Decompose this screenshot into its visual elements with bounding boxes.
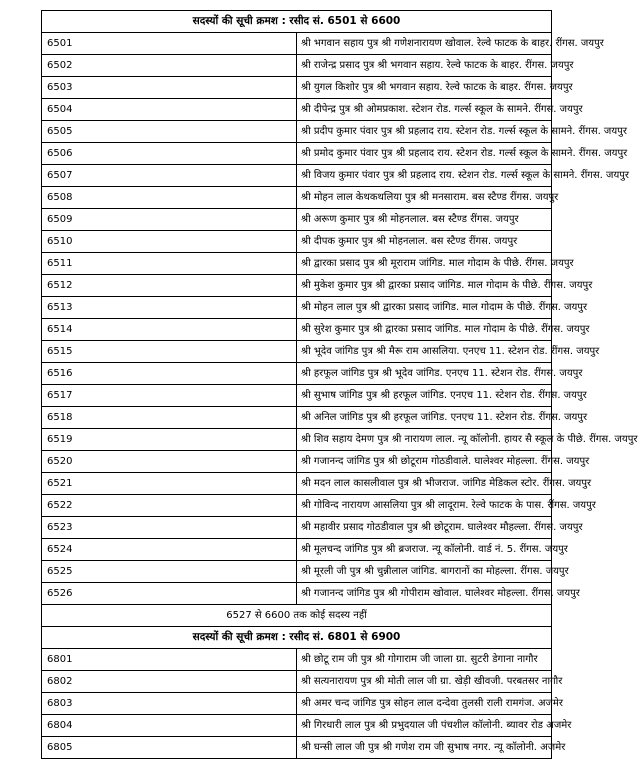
member-details: श्री मुकेश कुमार पुत्र श्री द्वारका प्रसाद जांगिड. माल गोदाम के पीछे. रींगस. जयपुर bbox=[297, 275, 552, 297]
receipt-number: 6510 bbox=[42, 231, 297, 253]
member-row bbox=[42, 671, 552, 693]
member-list-body bbox=[42, 11, 638, 759]
member-row bbox=[42, 561, 552, 583]
member-details: श्री शिव सहाय देमण पुत्र श्री नारायण लाल. न्यू कॉलोनी. हायर सै स्कूल के पीछे. रींगस. जयपुर bbox=[297, 429, 552, 451]
receipt-number: 6523 bbox=[42, 517, 297, 539]
member-details: श्री अमर चन्द जांगिड पुत्र सोहन लाल दन्देवा तुलसी राली रामगंज. अजमेर bbox=[297, 693, 552, 715]
member-row bbox=[42, 231, 552, 253]
member-row bbox=[42, 319, 552, 341]
member-row bbox=[42, 77, 552, 99]
member-row bbox=[42, 209, 552, 231]
member-details: श्री महावीर प्रसाद गोठडीवाल पुत्र श्री छोटूराम. घालेश्वर मौहल्ला. रींगस. जयपुर bbox=[297, 517, 552, 539]
receipt-number: 6525 bbox=[42, 561, 297, 583]
section-note-row bbox=[42, 605, 552, 627]
receipt-number: 6506 bbox=[42, 143, 297, 165]
section-header-row bbox=[42, 627, 552, 649]
member-row bbox=[42, 451, 552, 473]
member-details: श्री गजानन्द जांगिड पुत्र श्री गोपीराम खोवाल. घालेश्वर मोहल्ला. रींगस. जयपुर bbox=[297, 583, 552, 605]
section-title: सदस्यों की सूची क्रमश : रसीद सं. 6801 से 6900 bbox=[42, 627, 552, 649]
member-details: श्री युगल किशोर पुत्र श्री भगवान सहाय. रेल्वे फाटक के बाहर. रींगस. जयपुर bbox=[297, 77, 552, 99]
receipt-number: 6519 bbox=[42, 429, 297, 451]
member-row bbox=[42, 737, 552, 759]
receipt-number: 6517 bbox=[42, 385, 297, 407]
member-details: श्री गिरधारी लाल पुत्र श्री प्रभुदयाल जी पंचशील कॉलोनी. ब्यावर रोड अजमेर bbox=[297, 715, 552, 737]
member-details: श्री अरूण कुमार पुत्र श्री मोहनलाल. बस स्टैण्ड रींगस. जयपुर bbox=[297, 209, 552, 231]
member-details: श्री सुरेश कुमार पुत्र श्री द्वारका प्रसाद जांगिड. माल गोदाम के पीछे. रींगस. जयपुर bbox=[297, 319, 552, 341]
receipt-number: 6801 bbox=[42, 649, 297, 671]
section-header-row bbox=[42, 11, 552, 33]
receipt-number: 6520 bbox=[42, 451, 297, 473]
receipt-number: 6524 bbox=[42, 539, 297, 561]
member-details: श्री द्वारका प्रसाद पुत्र श्री मूराराम जांगिड. माल गोदाम के पीछे. रींगस. जयपुर bbox=[297, 253, 552, 275]
member-details: श्री प्रदीप कुमार पंवार पुत्र श्री प्रहलाद राय. स्टेशन रोड. गर्ल्स स्कूल के सामने. रींगस. जयपुर bbox=[297, 121, 552, 143]
member-details: श्री मदन लाल कासलीवाल पुत्र श्री भीजराज. जांगिड मेडिकल स्टोर. रींगस. जयपुर bbox=[297, 473, 552, 495]
member-row bbox=[42, 297, 552, 319]
member-details: श्री हरफूल जांगिड पुत्र श्री भूदेव जांगिड. एनएच 11. स्टेशन रोड. रींगस. जयपुर bbox=[297, 363, 552, 385]
member-row bbox=[42, 473, 552, 495]
member-details: श्री सत्यनारायण पुत्र श्री मोती लाल जी ग्रा. खेड़ी खीवजी. परबतसर नागौर bbox=[297, 671, 552, 693]
receipt-number: 6514 bbox=[42, 319, 297, 341]
receipt-number: 6507 bbox=[42, 165, 297, 187]
member-details: श्री भगवान सहाय पुत्र श्री गणेशनारायण खोवाल. रेल्वे फाटक के बाहर. रींगस. जयपुर bbox=[297, 33, 552, 55]
member-row bbox=[42, 363, 552, 385]
member-row bbox=[42, 407, 552, 429]
receipt-number: 6512 bbox=[42, 275, 297, 297]
member-row bbox=[42, 649, 552, 671]
member-row bbox=[42, 55, 552, 77]
member-row bbox=[42, 143, 552, 165]
receipt-number: 6803 bbox=[42, 693, 297, 715]
member-details: श्री प्रमोद कुमार पंवार पुत्र श्री प्रहलाद राय. स्टेशन रोड. गर्ल्स स्कूल के सामने. रींगस. जयपुर bbox=[297, 143, 552, 165]
member-row bbox=[42, 99, 552, 121]
receipt-number: 6505 bbox=[42, 121, 297, 143]
receipt-number: 6509 bbox=[42, 209, 297, 231]
member-row bbox=[42, 583, 552, 605]
member-list-table bbox=[41, 10, 638, 759]
receipt-number: 6805 bbox=[42, 737, 297, 759]
receipt-number: 6802 bbox=[42, 671, 297, 693]
member-details: श्री घन्सी लाल जी पुत्र श्री गणेश राम जी सुभाष नगर. न्यू कॉलोनी. अजमेर bbox=[297, 737, 552, 759]
member-row bbox=[42, 429, 552, 451]
member-row bbox=[42, 517, 552, 539]
member-row bbox=[42, 385, 552, 407]
member-list-sheet bbox=[41, 10, 638, 759]
member-details: श्री दीपक कुमार पुत्र श्री मोहनलाल. बस स्टैण्ड रींगस. जयपुर bbox=[297, 231, 552, 253]
member-details: श्री मूलचन्द जांगिड पुत्र श्री ब्रजराज. न्यू कॉलोनी. वार्ड नं. 5. रींगस. जयपुर bbox=[297, 539, 552, 561]
member-details: श्री दीपेन्द्र पुत्र श्री ओमप्रकाश. स्टेशन रोड. गर्ल्स स्कूल के सामने. रींगस. जयपुर bbox=[297, 99, 552, 121]
section-title: सदस्यों की सूची क्रमश : रसीद सं. 6501 से 6600 bbox=[42, 11, 552, 33]
receipt-number: 6511 bbox=[42, 253, 297, 275]
member-row bbox=[42, 165, 552, 187]
member-row bbox=[42, 495, 552, 517]
receipt-number: 6804 bbox=[42, 715, 297, 737]
member-row bbox=[42, 33, 552, 55]
receipt-number: 6504 bbox=[42, 99, 297, 121]
member-details: श्री सुभाष जांगिड पुत्र श्री हरफूल जांगिड. एनएच 11. स्टेशन रोड. रींगस. जयपुर bbox=[297, 385, 552, 407]
member-details: श्री गजानन्द जांगिड पुत्र श्री छोटूराम गोठडीवाले. घालेश्वर मोहल्ला. रींगस. जयपुर bbox=[297, 451, 552, 473]
member-details: श्री विजय कुमार पंवार पुत्र श्री प्रहलाद राय. स्टेशन रोड. गर्ल्स स्कूल के सामने. रींगस. जयपुर bbox=[297, 165, 552, 187]
receipt-number: 6522 bbox=[42, 495, 297, 517]
member-row bbox=[42, 715, 552, 737]
member-details: श्री मूरली जी पुत्र श्री चुन्नीलाल जांगिड. बागरानों का मोहल्ला. रींगस. जयपुर bbox=[297, 561, 552, 583]
receipt-number: 6501 bbox=[42, 33, 297, 55]
receipt-number: 6502 bbox=[42, 55, 297, 77]
member-details: श्री मोहन लाल पुत्र श्री द्वारका प्रसाद जांगिड. माल गोदाम के पीछे. रींगस. जयपुर bbox=[297, 297, 552, 319]
section-note: 6527 से 6600 तक कोई सदस्य नहीं bbox=[42, 605, 552, 627]
receipt-number: 6521 bbox=[42, 473, 297, 495]
member-row bbox=[42, 253, 552, 275]
member-details: श्री गोविन्द नारायण आसलिया पुत्र श्री लादूराम. रेल्वे फाटक के पास. रींगस. जयपुर bbox=[297, 495, 552, 517]
receipt-number: 6518 bbox=[42, 407, 297, 429]
receipt-number: 6526 bbox=[42, 583, 297, 605]
member-row bbox=[42, 275, 552, 297]
member-row bbox=[42, 693, 552, 715]
member-row bbox=[42, 187, 552, 209]
receipt-number: 6508 bbox=[42, 187, 297, 209]
member-row bbox=[42, 341, 552, 363]
member-row bbox=[42, 539, 552, 561]
member-details: श्री मोहन लाल केथकथलिया पुत्र श्री मनसाराम. बस स्टैण्ड रींगस. जयपुर bbox=[297, 187, 552, 209]
member-details: श्री राजेन्द्र प्रसाद पुत्र श्री भगवान सहाय. रेल्वे फाटक के बाहर. रींगस. जयपुर bbox=[297, 55, 552, 77]
receipt-number: 6503 bbox=[42, 77, 297, 99]
receipt-number: 6515 bbox=[42, 341, 297, 363]
receipt-number: 6516 bbox=[42, 363, 297, 385]
member-details: श्री छोटू राम जी पुत्र श्री गोगाराम जी जाला ग्रा. सुटरी डेगाना नागौर bbox=[297, 649, 552, 671]
receipt-number: 6513 bbox=[42, 297, 297, 319]
member-details: श्री अनिल जांगिड पुत्र श्री हरफूल जांगिड. एनएच 11. स्टेशन रोड. रींगस. जयपुर bbox=[297, 407, 552, 429]
member-row bbox=[42, 121, 552, 143]
member-details: श्री भूदेव जांगिड पुत्र श्री मैरू राम आसलिया. एनएच 11. स्टेशन रोड. रींगस. जयपुर bbox=[297, 341, 552, 363]
